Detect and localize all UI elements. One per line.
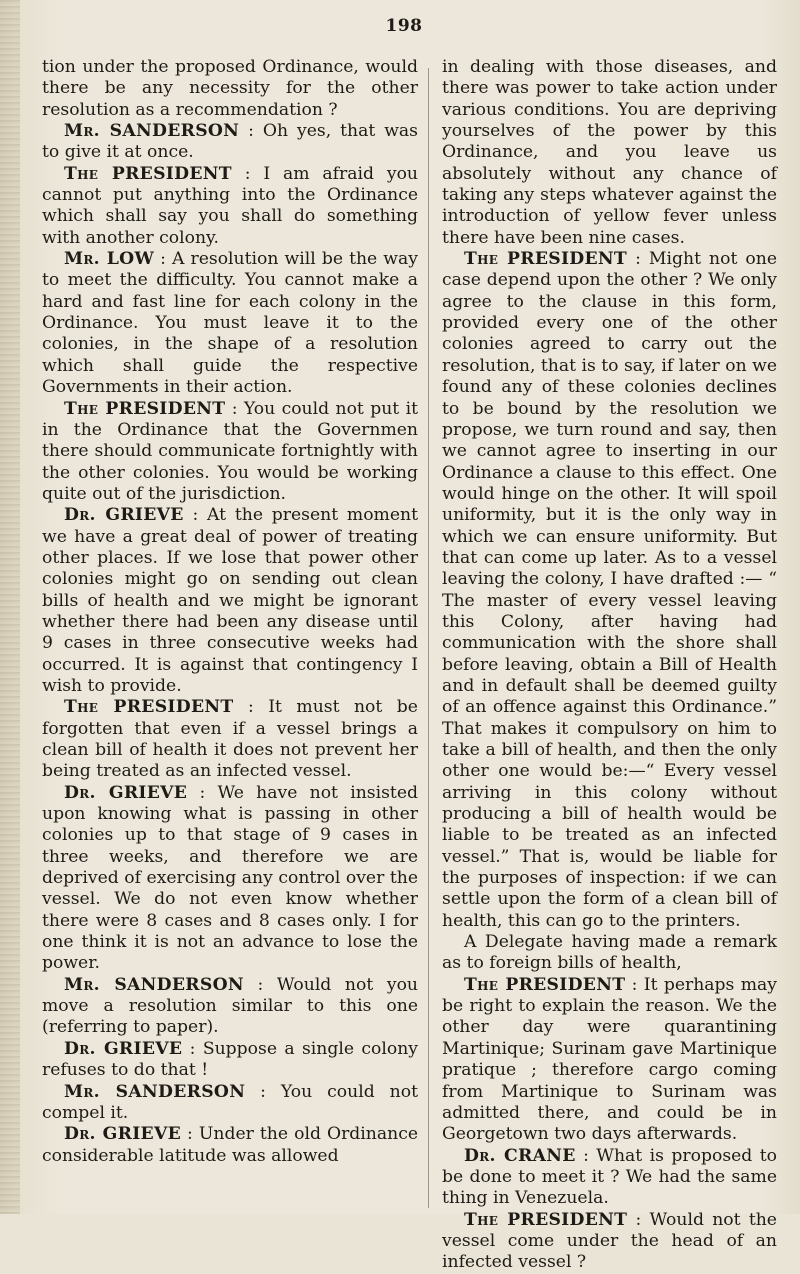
page-binding-shadow [0,0,20,1214]
speaker-name: Dr. CRANE [464,1145,576,1166]
speaker-name: Mr. SANDERSON [64,974,244,995]
paragraph [442,57,777,249]
speaker-name: Dr. GRIEVE [64,782,188,803]
paragraph [442,249,777,932]
paragraph [42,505,418,697]
speaker-name: The PRESIDENT [464,1209,628,1230]
paragraph [42,975,418,1039]
paragraph [42,121,418,164]
paragraph-text: : Under the old Ordinance considerable latitude was allowed [42,1124,418,1166]
paragraph [42,783,418,975]
speaker-name: Dr. GRIEVE [64,1124,181,1145]
paragraph [42,1039,418,1082]
paragraph-text: : Would not you move a resolution similar to this one (referring to paper). [42,974,418,1038]
speaker-name: The PRESIDENT [464,974,626,995]
speaker-name: Mr. LOW [64,249,155,270]
paragraph [442,975,777,1146]
paragraph [442,1210,777,1274]
paragraph [42,249,418,398]
paragraph-text: : Oh yes, that was to give it at once. [42,121,418,163]
column-divider [428,68,429,1208]
paragraph [42,164,418,249]
speaker-name: Mr. SANDERSON [64,121,240,142]
right-column [442,57,777,1274]
speaker-name: The PRESIDENT [64,398,226,419]
speaker-name: Mr. SANDERSON [64,1081,246,1102]
paragraph-text: : We have not insisted upon knowing what is passing in other colonies up to that stage of 9 cases in three weeks, and therefore we are deprived of exercising any control over the vessel. We do not even know whether there were 8 cases and 8 cases only. I for one think it is not an advance to lose the power. [42,782,418,974]
page-number: 198 [385,16,423,36]
paragraph [442,932,777,975]
paragraph-text: : I am afraid you cannot put anything into the Ordinance which shall say you shall do something with another colony. [42,163,418,248]
paragraph [42,57,418,121]
speaker-name: Dr. GRIEVE [64,1038,183,1059]
paragraph-text: : It must not be forgotten that even if a vessel brings a clean bill of health it does not prevent her being treated as an infected vessel. [42,697,418,782]
paragraph-text: in dealing with those diseases, and there was power to take action under various conditions. You are depriving yourselves of the power by this Ordinance, and you leave us absolutely without any chance of taking any steps whatever against the introduction of yellow fever unless there have been nine cases. [442,57,777,248]
paragraph-text: : It perhaps may be right to explain the reason. We the other day were quarantining Martinique; Surinam gave Martinique pratique ; therefore cargo coming from Martinique to Surinam was admitted there, and could be in Georgetown two days afterwards. [442,974,777,1145]
paragraph [42,1082,418,1125]
paragraph-text: : Suppose a single colony refuses to do that ! [42,1038,419,1081]
paragraph-text: : A resolution will be the way to meet the difficulty. You cannot make a hard and fast line for each colony in the Ordinance. You must leave it to the colonies, in the shape of a resolution which shall guide the respective Governments in their action. [42,249,418,398]
paragraph-text: : You could not put it in the Ordinance that the Governmen there should communicate fortnightly with the other colonies. You would be working quite out of the jurisdiction. [42,398,418,504]
paragraph-text: tion under the proposed Ordinance, would there be any necessity for the other resolution as a recommendation ? [42,57,418,120]
paragraph-text: : At the present moment we have a great deal of power of treating other places. If we lose that power other colonies might go on sending out clean bills of health and we might be ignorant whether there had been any disease until 9 cases in three consecutive weeks had occurred. It is against that contingency I wish to provide. [42,505,418,696]
speaker-name: The PRESIDENT [64,697,234,718]
paragraph-text: : Would not the vessel come under the head of an infected vessel ? [442,1209,777,1273]
speaker-name: The PRESIDENT [464,249,628,270]
paragraph-text: : You could not compel it. [42,1081,418,1123]
paragraph [42,697,418,782]
paragraph-text: : What is proposed to be done to meet it ? We had the same thing in Venezuela. [442,1145,778,1209]
paragraph-text: A Delegate having made a remark as to foreign bills of health, [442,932,777,974]
paragraph [442,1146,777,1210]
paragraph-text: : Might not one case depend upon the other ? We only agree to the clause in this form, provided every one of the other colonies agreed to carry out the resolution, that is to say, if later on we found any of these colonies declines to be bound by the resolution we propose, we turn round and say, then we cannot agree to inserting in our Ordinance a clause to this effect. One would hinge on the other. It will spoil uniformity, but it is the only way in which we can ensure uniformity. But that can come up later. As to a vessel leaving the colony, I have drafted :— “ The master of every vessel leaving this Colony, after having had communication with the shore shall before leaving, obtain a Bill of Health and in default shall be deemed guilty of an offence against this Ordinance.” That makes it compulsory on him to take a bill of health, and then the only other one would be:—“ Every vessel arriving in this colony without producing a bill of health would be liable to be treated as an infected vessel.” That is, would be liable for the purposes of inspection: if we can settle upon the form of a clean bill of health, this can go to the printers. [442,249,777,931]
speaker-name: The PRESIDENT [64,163,232,184]
left-column [42,57,418,1167]
speaker-name: Dr. GRIEVE [64,505,184,526]
paragraph [42,399,418,506]
paragraph [42,1124,418,1167]
